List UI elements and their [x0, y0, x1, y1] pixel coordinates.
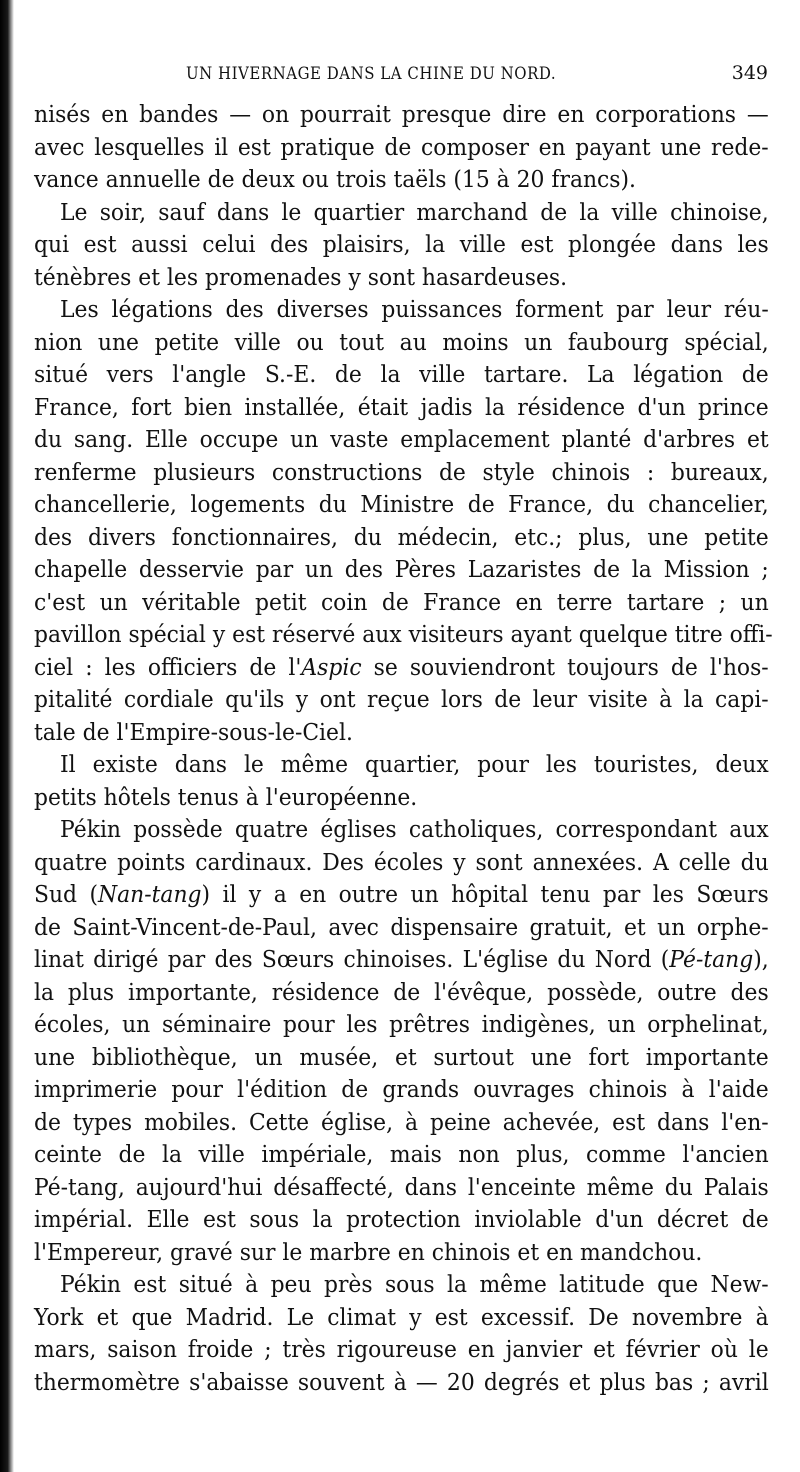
italic-church-name: Nan-tang — [98, 880, 202, 908]
text-line: Pékin possède quatre églises catholiques, correspondant aux — [60, 815, 769, 843]
page-number: 349 — [731, 62, 768, 84]
text-line: l'Empereur, gravé sur le marbre en chinois et en mandchou. — [34, 1237, 703, 1266]
text-line: York et que Madrid. Le climat y est excessif. De novembre à — [34, 1302, 769, 1331]
body-text — [34, 98, 773, 1398]
text-line: mars, saison froide ; très rigoureuse en janvier et février où le — [34, 1335, 769, 1363]
text-line: renferme plusieurs constructions de style chinois : bureaux, — [34, 457, 769, 486]
text-segment: ), — [753, 945, 769, 973]
text-line: Les légations des diverses puissances forment par leur réu- — [60, 295, 769, 323]
text-line: vance annuelle de deux ou trois taëls (15 à 20 francs). — [34, 165, 636, 193]
text-line: la plus importante, résidence de l'évêque, possède, outre des — [34, 977, 769, 1006]
text-segment: linat dirigé par des Sœurs chinoises. L'église du Nord ( — [34, 945, 670, 973]
text-line: impérial. Elle est sous la protection inviolable d'un décret de — [34, 1205, 769, 1233]
text-line: Pékin est situé à peu près sous la même latitude que New- — [60, 1270, 769, 1298]
text-line: avec lesquelles il est pratique de composer en payant une rede- — [34, 132, 769, 161]
text-line: une bibliothèque, un musée, et surtout une fort importante — [34, 1042, 769, 1071]
text-line: imprimerie pour l'édition de grands ouvrages chinois à l'aide — [34, 1075, 769, 1103]
text-line: Le soir, sauf dans le quartier marchand de la ville chinoise, — [60, 197, 769, 226]
running-head-title: UN HIVERNAGE DANS LA CHINE DU NORD. — [186, 64, 557, 84]
text-line: situé vers l'angle S.-E. de la ville tartare. La légation de — [34, 360, 769, 388]
text-line: petits hôtels tenus à l'européenne. — [34, 782, 418, 811]
text-line: nisés en bandes — on pourrait presque dire en corporations — — [34, 100, 769, 128]
text-line: de Saint-Vincent-de-Paul, avec dispensaire gratuit, et un orphe- — [34, 912, 769, 941]
text-line: pitalité cordiale qu'ils y ont reçue lors de leur visite à la capi- — [34, 685, 769, 713]
text-line: chancellerie, logements du Ministre de France, du chancelier, — [34, 490, 769, 518]
text-line: quatre points cardinaux. Des écoles y sont annexées. A celle du — [34, 847, 769, 876]
book-page — [34, 54, 773, 1414]
running-head — [34, 54, 768, 98]
text-line: pavillon spécial y est réservé aux visiteurs ayant quelque titre offi- — [34, 620, 773, 648]
text-segment: ciel : les officiers de l' — [34, 652, 302, 681]
text-line: ceinte de la ville impériale, mais non plus, comme l'ancien — [34, 1140, 769, 1168]
text-segment: Sud ( — [34, 880, 99, 908]
text-line: France, fort bien installée, était jadis la résidence d'un prince — [34, 392, 769, 421]
text-line — [34, 878, 769, 911]
text-segment: ) il y a en outre un hôpital tenu par les Sœurs — [201, 880, 769, 908]
text-line: thermomètre s'abaisse souvent à — 20 degrés et plus bas ; avril — [34, 1367, 769, 1396]
text-segment: se souviendront toujours de l'hos- — [361, 652, 769, 681]
text-line — [34, 651, 769, 684]
text-line: du sang. Elle occupe un vaste emplacement planté d'arbres et — [34, 425, 769, 453]
page-binding-edge — [0, 0, 14, 1472]
text-line: c'est un véritable petit coin de France en terre tartare ; un — [34, 587, 769, 616]
text-line — [34, 943, 769, 976]
text-line: tale de l'Empire-sous-le-Ciel. — [34, 717, 353, 746]
text-line: de types mobiles. Cette église, à peine achevée, est dans l'en- — [34, 1107, 769, 1136]
text-line: Pé-tang, aujourd'hui désaffecté, dans l'enceinte même du Palais — [34, 1172, 769, 1201]
text-line: chapelle desservie par un des Pères Lazaristes de la Mission ; — [34, 555, 769, 583]
text-line: des divers fonctionnaires, du médecin, etc.; plus, une petite — [34, 522, 769, 551]
text-line: écoles, un séminaire pour les prêtres indigènes, un orphelinat, — [34, 1010, 769, 1038]
italic-ship-name: Aspic — [301, 652, 362, 681]
italic-church-name: Pé-tang — [669, 945, 754, 973]
text-line: qui est aussi celui des plaisirs, la ville est plongée dans les — [34, 230, 769, 258]
text-line: ténèbres et les promenades y sont hasardeuses. — [34, 262, 568, 291]
text-line: nion une petite ville ou tout au moins un faubourg spécial, — [34, 327, 769, 356]
text-line: Il existe dans le même quartier, pour les touristes, deux — [60, 750, 769, 778]
